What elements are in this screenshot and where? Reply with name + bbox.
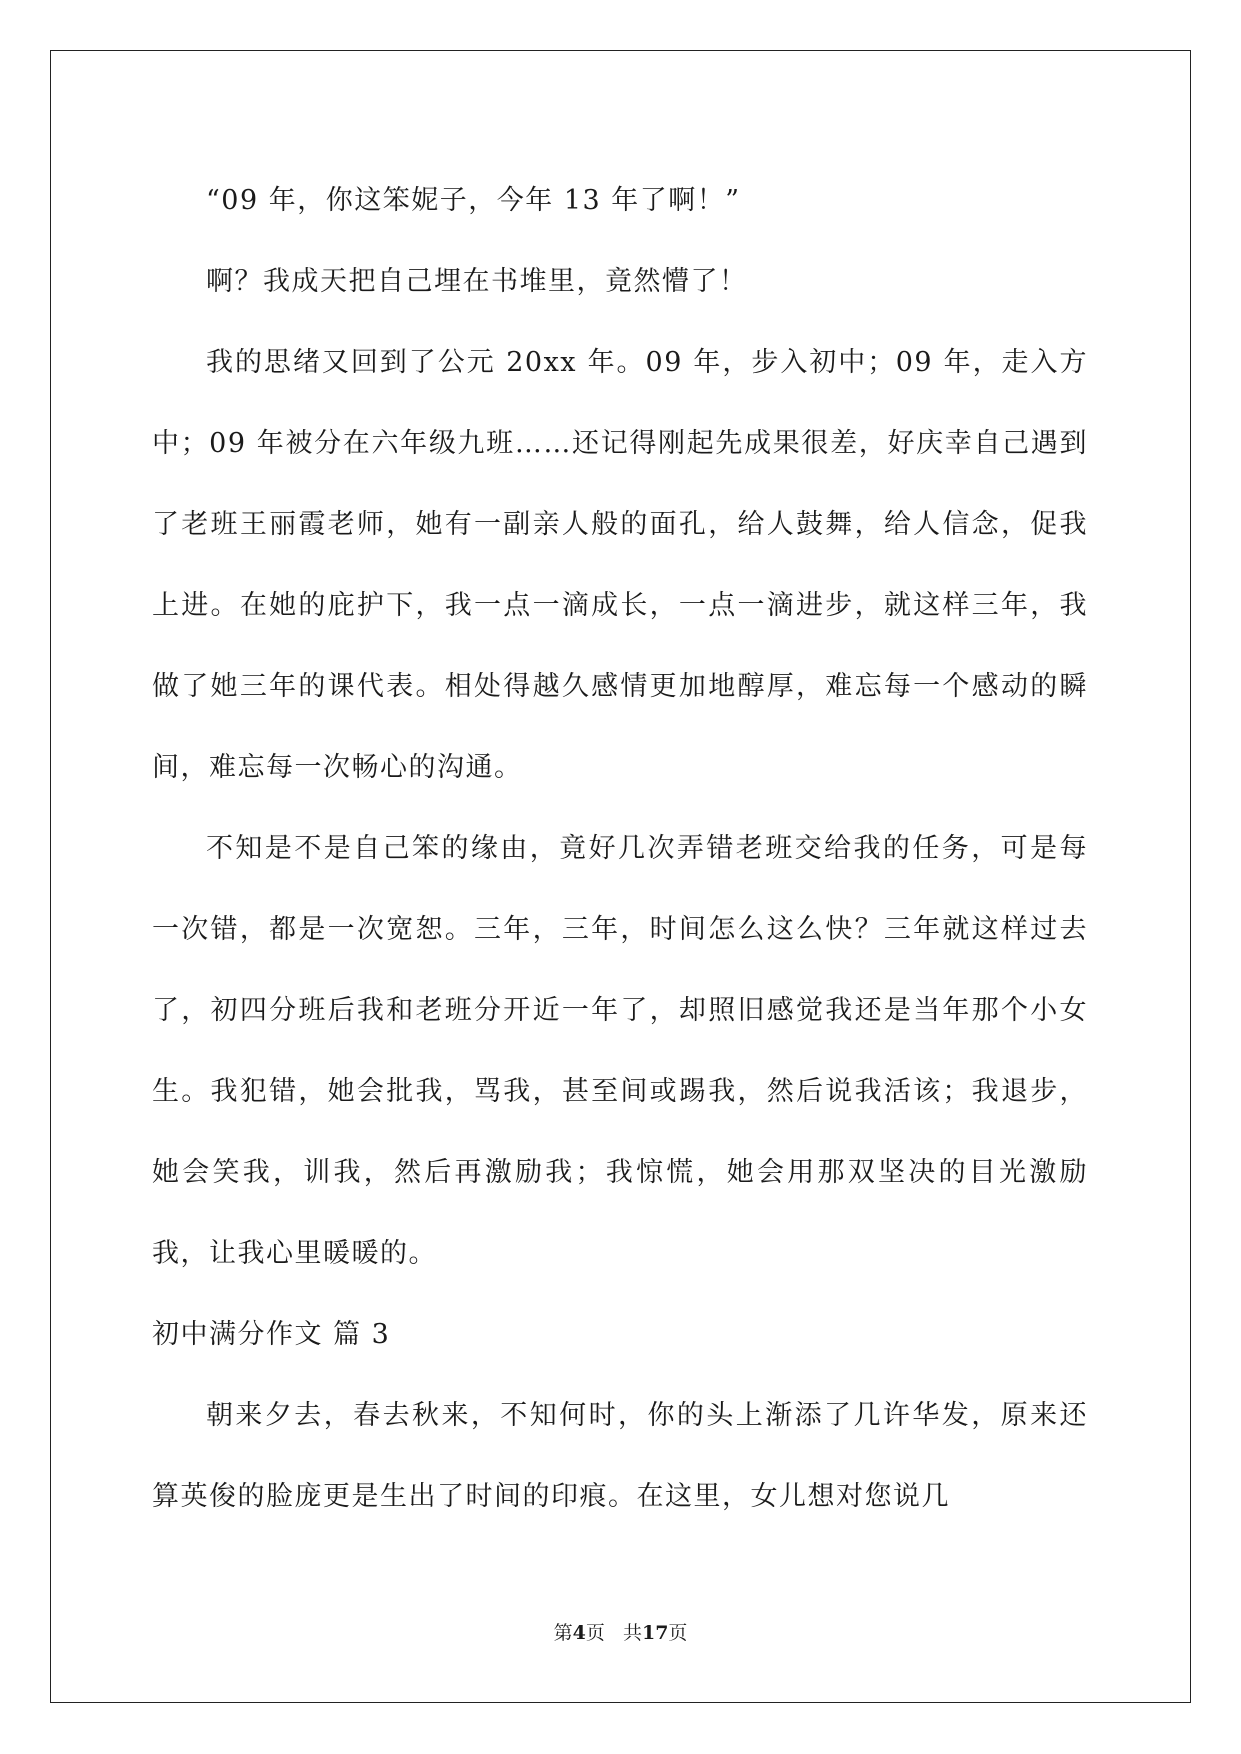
footer-page-suffix: 页 [585,1622,605,1644]
section-heading: 初中满分作文 篇 3 [152,1319,391,1350]
paragraph: 不知是不是自己笨的缘由，竟好几次弄错老班交给我的任务，可是每一次错，都是一次宽恕。三年，三年，时间怎么这么快？三年就这样过去了，初四分班后我和老班分开近一年了，却照旧感觉我还是当年那个小女生。我犯错，她会批我，骂我，甚至间或踢我，然后说我活该；我退步，她会笑我，训我，然后再激励我；我惊慌，她会用那双坚决的目光激励我，让我心里暖暖的。 [152,833,1088,1269]
footer-total-suffix: 页 [668,1622,688,1644]
footer-total-pages: 17 [641,1622,669,1644]
document-body [152,160,1088,1537]
footer-page-number: 4 [572,1622,586,1644]
footer-total-prefix: 共 [622,1622,642,1644]
paragraph: 啊？我成天把自己埋在书堆里，竟然懵了！ [206,266,748,297]
paragraph: 我的思绪又回到了公元 20xx 年。09 年，步入初中；09 年，走入方中；09 年被分在六年级九班……还记得刚起先成果很差，好庆幸自己遇到了老班王丽霞老师，她有一副亲人般的面孔，给人鼓舞，给人信念，促我上进。在她的庇护下，我一点一滴成长，一点一滴进步，就这样三年，我做了她三年的课代表。相处得越久感情更加地醇厚，难忘每一个感动的瞬间，难忘每一次畅心的沟通。 [152,347,1088,783]
footer-prefix: 第 [553,1622,573,1644]
paragraph: “09 年，你这笨妮子，今年 13 年了啊！” [206,185,741,216]
paragraph: 朝来夕去，春去秋来，不知何时，你的头上渐添了几许华发，原来还算英俊的脸庞更是生出了时间的印痕。在这里，女儿想对您说几 [152,1400,1088,1512]
page-footer [0,1618,1241,1645]
